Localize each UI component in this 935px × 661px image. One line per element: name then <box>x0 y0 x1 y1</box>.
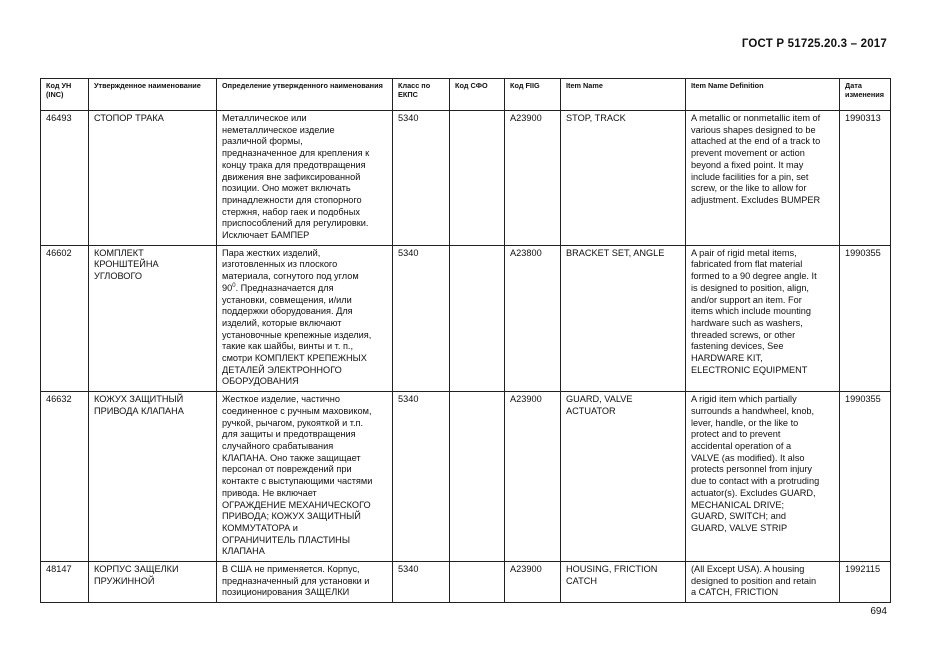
cell-ekps-class: 5340 <box>393 111 450 246</box>
cell-change-date: 1992115 <box>840 562 891 603</box>
cell-approved-name: СТОПОР ТРАКА <box>89 111 217 246</box>
cell-ekps-class: 5340 <box>393 562 450 603</box>
cell-inc: 46632 <box>41 392 89 562</box>
cell-item-name: STOP, TRACK <box>561 111 686 246</box>
nomenclature-table <box>40 78 891 603</box>
cell-definition-ru: Металлическое или неметаллическое изделие различной формы, предназначенное для крепления к концу трака для предотвращения движения вне зафиксированной позиции. Оно может включать принадлежности для стопорного стержня, набор гаек и подобных приспособлений для регулировки. Исключает БАМПЕР <box>217 111 393 246</box>
cell-item-name-definition: A pair of rigid metal items, fabricated from flat material formed to a 90 degree angle. It is designed to position, align, and/or support an item. For items which include mounting hardware such as washers, threaded screws, or other fastening devices, See HARDWARE KIT, ELECTRONIC EQUIPMENT <box>686 245 840 391</box>
column-header-item-name: Item Name <box>561 79 686 111</box>
column-header-approved-name: Утвержденное наименование <box>89 79 217 111</box>
table-header-row <box>41 79 891 111</box>
definition-ru-text-end: . Предназначается для установки, совмещения, и/или поддержки оборудования. Для изделий, которые включают установочные крепежные изделия, такие как шайбы, винты и т. п., смотри КОМПЛЕКТ КРЕПЕЖНЫХ ДЕТАЛЕЙ ЭЛЕКТРОННОГО ОБОРУДОВАНИЯ <box>222 282 372 387</box>
column-header-sfo-code: Код СФО <box>450 79 505 111</box>
cell-approved-name: КОРПУС ЗАЩЕЛКИ ПРУЖИННОЙ <box>89 562 217 603</box>
column-header-ekps-class: Класс по ЕКПС <box>393 79 450 111</box>
cell-ekps-class: 5340 <box>393 245 450 391</box>
cell-change-date: 1990355 <box>840 245 891 391</box>
cell-inc: 46602 <box>41 245 89 391</box>
table-row <box>41 245 891 391</box>
cell-change-date: 1990355 <box>840 392 891 562</box>
cell-inc: 48147 <box>41 562 89 603</box>
column-header-fiig-code: Код FIIG <box>505 79 561 111</box>
cell-item-name: HOUSING, FRICTION CATCH <box>561 562 686 603</box>
column-header-definition-ru: Определение утвержденного наименования <box>217 79 393 111</box>
column-header-change-date: Дата изменения <box>840 79 891 111</box>
cell-approved-name: КОМПЛЕКТ КРОНШТЕЙНА УГЛОВОГО <box>89 245 217 391</box>
definition-ru-text-start: Пара жестких изделий, изготовленных из плоского материала, согнутого под углом 90 <box>222 247 359 293</box>
cell-sfo-code <box>450 392 505 562</box>
cell-definition-ru <box>217 245 393 391</box>
cell-fiig-code: A23900 <box>505 562 561 603</box>
cell-fiig-code: A23900 <box>505 392 561 562</box>
table-row <box>41 392 891 562</box>
column-header-item-name-definition: Item Name Definition <box>686 79 840 111</box>
column-header-inc: Код УН (INC) <box>41 79 89 111</box>
cell-definition-ru: Жесткое изделие, частично соединенное с ручным маховиком, ручкой, рычагом, рукояткой и т.п. для защиты и предотвращения случайного срабатывания КЛАПАНА. Оно также защищает персонал от повреждений при контакте с выступающими частями привода. Не включает ОГРАЖДЕНИЕ МЕХАНИЧЕСКОГО ПРИВОДА; КОЖУХ ЗАЩИТНЫЙ КОММУТАТОРА и ОГРАНИЧИТЕЛЬ ПЛАСТИНЫ КЛАПАНА <box>217 392 393 562</box>
cell-item-name-definition: A metallic or nonmetallic item of various shapes designed to be attached at the end of a track to prevent movement or action beyond a fixed point. It may include facilities for a pin, set screw, or the like to allow for adjustment. Excludes BUMPER <box>686 111 840 246</box>
cell-item-name-definition: A rigid item which partially surrounds a handwheel, knob, lever, handle, or the like to protect and to prevent accidental operation of a VALVE (as modified). It also protects personnel from injury due to contact with a protruding actuator(s). Excludes GUARD, MECHANICAL DRIVE; GUARD, SWITCH; and GUARD, VALVE STRIP <box>686 392 840 562</box>
cell-approved-name: КОЖУХ ЗАЩИТНЫЙ ПРИВОДА КЛАПАНА <box>89 392 217 562</box>
degree-superscript: 0 <box>232 282 236 289</box>
page-number: 694 <box>870 606 887 617</box>
cell-sfo-code <box>450 245 505 391</box>
cell-sfo-code <box>450 562 505 603</box>
cell-item-name: BRACKET SET, ANGLE <box>561 245 686 391</box>
cell-change-date: 1990313 <box>840 111 891 246</box>
cell-ekps-class: 5340 <box>393 392 450 562</box>
cell-item-name: GUARD, VALVE ACTUATOR <box>561 392 686 562</box>
cell-fiig-code: A23900 <box>505 111 561 246</box>
document-standard-title: ГОСТ Р 51725.20.3 – 2017 <box>741 38 887 50</box>
cell-sfo-code <box>450 111 505 246</box>
cell-definition-ru: В США не применяется. Корпус, предназначенный для установки и позиционирования ЗАЩЕЛКИ <box>217 562 393 603</box>
cell-item-name-definition: (All Except USA). A housing designed to position and retain a CATCH, FRICTION <box>686 562 840 603</box>
cell-fiig-code: A23800 <box>505 245 561 391</box>
cell-inc: 46493 <box>41 111 89 246</box>
table-row <box>41 562 891 603</box>
table-row <box>41 111 891 246</box>
